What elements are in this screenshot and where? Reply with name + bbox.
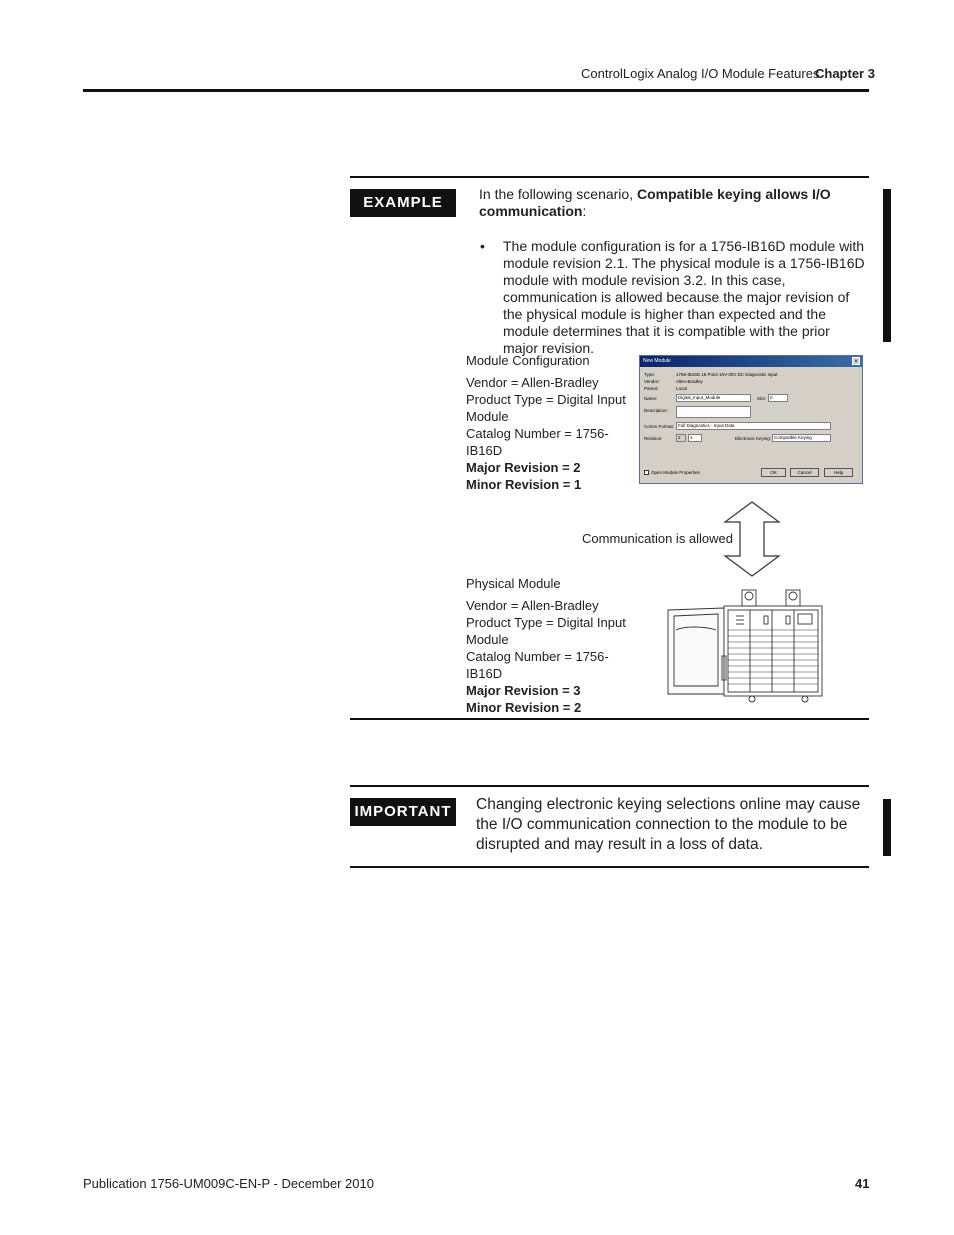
dialog-vendor-value: Allen-Bradley: [676, 379, 703, 384]
ok-button[interactable]: OK: [761, 468, 786, 477]
cancel-button[interactable]: Cancel: [790, 468, 819, 477]
change-bar-important: [883, 799, 891, 856]
config-details: [466, 374, 631, 493]
dialog-vendor-label: Vendor:: [644, 379, 660, 384]
communication-label: Communication is allowed: [582, 531, 734, 546]
physical-product-type: Product Type = Digital Input: [466, 615, 626, 630]
dialog-keying-select[interactable]: Compatible Keying: [772, 434, 831, 442]
dialog-type-label: Type:: [644, 372, 656, 377]
config-product-type-cont: Module: [466, 409, 509, 424]
dialog-slot-label: Slot:: [757, 396, 767, 401]
dialog-parent-label: Parent:: [644, 386, 659, 391]
config-vendor: Vendor = Allen-Bradley: [466, 375, 599, 390]
example-intro-suffix: :: [582, 203, 587, 219]
config-heading: Module Configuration: [466, 353, 590, 368]
dialog-comm-label: Comm Format:: [644, 424, 675, 429]
physical-details: [466, 597, 631, 716]
help-button[interactable]: Help: [824, 468, 853, 477]
example-top-rule: [350, 176, 869, 178]
dialog-keying-label: Electronic Keying:: [735, 436, 772, 441]
change-bar-example: [883, 189, 891, 342]
dialog-open-props-checkbox[interactable]: [644, 470, 649, 475]
important-text: Changing electronic keying selections online may cause the I/O communication connection to the module to be disrupted and may result in a loss of data.: [476, 796, 861, 853]
dialog-description-input[interactable]: [676, 406, 751, 418]
config-product-type: Product Type = Digital Input: [466, 392, 626, 407]
dialog-revision-minor[interactable]: 1: [688, 434, 702, 442]
dialog-name-label: Name:: [644, 396, 658, 401]
new-module-dialog: [639, 355, 863, 484]
dialog-open-props-label: Open Module Properties: [651, 470, 700, 475]
bullet-mark: •: [480, 238, 485, 254]
important-top-rule: [350, 785, 869, 787]
io-module-drawing: [664, 586, 826, 706]
config-major: Major Revision = 2: [466, 460, 581, 475]
dialog-revision-major[interactable]: 2: [676, 434, 686, 442]
config-catalog: Catalog Number = 1756-IB16D: [466, 426, 609, 458]
footer-publication: Publication 1756-UM009C-EN-P - December 2010: [83, 1176, 374, 1191]
example-badge: EXAMPLE: [350, 189, 456, 217]
physical-major: Major Revision = 3: [466, 683, 581, 698]
dialog-comm-select[interactable]: Full Diagnostics - Input Data: [676, 422, 831, 430]
config-minor: Minor Revision = 1: [466, 477, 582, 492]
example-intro-prefix: In the following scenario,: [479, 186, 637, 202]
example-intro: [479, 186, 864, 220]
physical-vendor: Vendor = Allen-Bradley: [466, 598, 599, 613]
example-bottom-rule: [350, 718, 869, 720]
dialog-parent-value: Local: [676, 386, 687, 391]
important-badge: IMPORTANT: [350, 798, 456, 826]
dialog-type-value: 1756-IB16D 16 Point 10V-30V DC Diagnostic Input: [676, 372, 778, 377]
dialog-name-input[interactable]: Digital_Input_Module: [676, 394, 751, 402]
header-rule: [83, 89, 869, 92]
dialog-slot-stepper[interactable]: 0: [768, 394, 788, 402]
dialog-title-bar: [640, 356, 862, 367]
example-bullet-text: The module configuration is for a 1756-IB16D module with module revision 2.1. The physical module is a 1756-IB16D module with module revision 3.2. In this case, communication is allowed because the major revision of the physical module is higher than expected and the module determines that it is compatible with the prior major revision.: [503, 238, 865, 356]
physical-product-type-cont: Module: [466, 632, 509, 647]
physical-minor: Minor Revision = 2: [466, 700, 582, 715]
dialog-title: New Module: [643, 358, 671, 364]
close-icon[interactable]: ×: [852, 357, 860, 365]
physical-heading: Physical Module: [466, 576, 561, 591]
page-number: 41: [855, 1176, 870, 1191]
physical-catalog: Catalog Number = 1756-IB16D: [466, 649, 609, 681]
important-bottom-rule: [350, 866, 869, 868]
running-header-section: ControlLogix Analog I/O Module Features: [581, 66, 820, 81]
dialog-description-label: Description:: [644, 408, 668, 413]
example-intro-bold: Compatible keying allows I/O communication: [479, 186, 831, 219]
running-header-chapter: Chapter 3: [815, 66, 875, 81]
dialog-revision-label: Revision:: [644, 436, 663, 441]
